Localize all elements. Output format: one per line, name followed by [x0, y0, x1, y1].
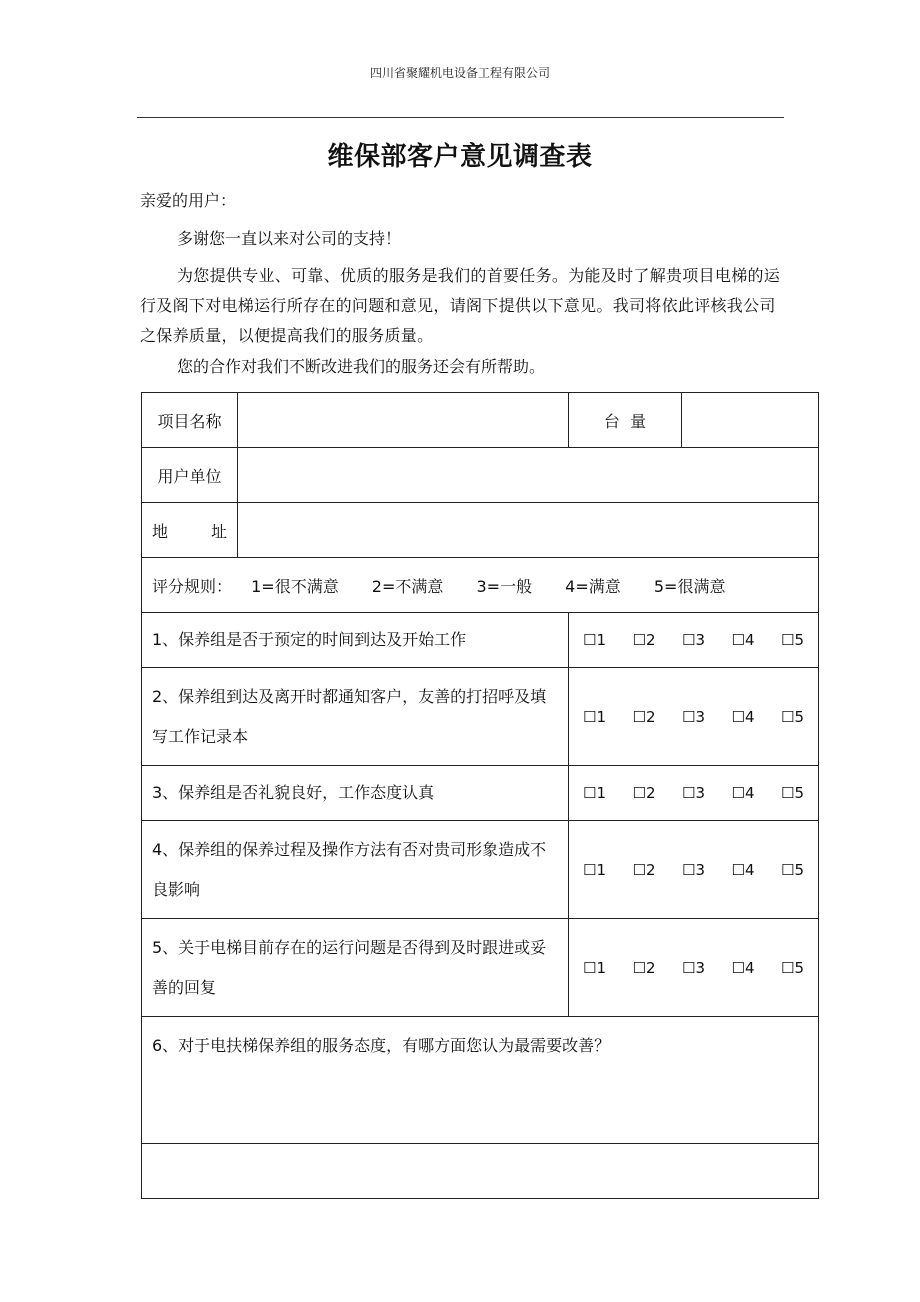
greeting: 亲爱的用户： — [140, 191, 237, 210]
address-label-char-2: 址 — [210, 521, 227, 541]
q5-option-4-checkbox[interactable]: ☐4 — [731, 958, 755, 977]
q3-option-4-checkbox[interactable]: ☐4 — [731, 784, 755, 802]
q1-option-1-checkbox[interactable]: ☐1 — [583, 631, 606, 649]
header-rule — [137, 117, 784, 118]
q4-option-5-checkbox[interactable]: ☐5 — [781, 860, 804, 879]
rating-rule-3: 3=一般 — [476, 576, 533, 596]
company-header: 四川省聚耀机电设备工程有限公司 — [369, 66, 550, 80]
q4-option-3-checkbox[interactable]: ☐3 — [682, 860, 705, 879]
question-4-text: 4、保养组的保养过程及操作方法有否对贵司形象造成不良影响 — [142, 821, 569, 919]
thanks-text: 多谢您一直以来对公司的支持！ — [177, 229, 402, 248]
question-4-options — [569, 821, 819, 919]
cooperation-text: 您的合作对我们不断改进我们的服务还会有所帮助。 — [177, 357, 546, 376]
quantity-field[interactable] — [682, 393, 819, 448]
q2-option-5-checkbox[interactable]: ☐5 — [781, 707, 804, 726]
question-6-answer-field[interactable] — [142, 1144, 819, 1199]
intro-body: 为您提供专业、可靠、优质的服务是我们的首要任务。为能及时了解贵项目电梯的运行及阁下对电梯运行所存在的问题和意见，请阁下提供以下意见。我司将依此评核我公司之保养质量，以便提高我们的服务质量。 — [140, 266, 781, 345]
rating-rules-label: 评分规则： — [152, 576, 233, 596]
rating-rule-1: 1=很不满意 — [251, 576, 339, 596]
rating-rules — [142, 558, 819, 613]
q1-option-5-checkbox[interactable]: ☐5 — [781, 631, 804, 649]
address-label — [142, 503, 238, 558]
rating-rule-2: 2=不满意 — [371, 576, 444, 596]
page-title: 维保部客户意见调查表 — [327, 142, 593, 172]
q2-option-2-checkbox[interactable]: ☐2 — [632, 707, 656, 726]
q3-option-1-checkbox[interactable]: ☐1 — [583, 784, 606, 802]
q2-option-1-checkbox[interactable]: ☐1 — [583, 707, 606, 726]
user-unit-label: 用户单位 — [142, 448, 238, 503]
user-unit-field[interactable] — [238, 448, 819, 503]
q2-option-4-checkbox[interactable]: ☐4 — [731, 707, 755, 726]
q1-option-3-checkbox[interactable]: ☐3 — [682, 631, 705, 649]
question-5-options — [569, 919, 819, 1017]
project-name-field[interactable] — [238, 393, 569, 448]
q4-option-1-checkbox[interactable]: ☐1 — [583, 860, 606, 879]
survey-form — [141, 392, 819, 1199]
question-6-text: 6、对于电扶梯保养组的服务态度，有哪方面您认为最需要改善？ — [142, 1017, 819, 1144]
question-2-text: 2、保养组到达及离开时都通知客户，友善的打招呼及填写工作记录本 — [142, 668, 569, 766]
q4-option-2-checkbox[interactable]: ☐2 — [632, 860, 656, 879]
q1-option-4-checkbox[interactable]: ☐4 — [731, 631, 755, 649]
project-name-label: 项目名称 — [142, 393, 238, 448]
question-2-options — [569, 668, 819, 766]
q5-option-3-checkbox[interactable]: ☐3 — [682, 958, 705, 977]
q5-option-2-checkbox[interactable]: ☐2 — [632, 958, 656, 977]
question-1-options — [569, 613, 819, 668]
address-field[interactable] — [238, 503, 819, 558]
quantity-label: 台 量 — [569, 393, 682, 448]
q2-option-3-checkbox[interactable]: ☐3 — [682, 707, 705, 726]
question-5-text: 5、关于电梯目前存在的运行问题是否得到及时跟进或妥善的回复 — [142, 919, 569, 1017]
q5-option-5-checkbox[interactable]: ☐5 — [781, 958, 804, 977]
question-3-text: 3、保养组是否礼貌良好，工作态度认真 — [142, 766, 569, 821]
q3-option-5-checkbox[interactable]: ☐5 — [781, 784, 804, 802]
q3-option-2-checkbox[interactable]: ☐2 — [632, 784, 656, 802]
question-3-options — [569, 766, 819, 821]
rating-rule-5: 5=很满意 — [653, 576, 726, 596]
q3-option-3-checkbox[interactable]: ☐3 — [682, 784, 705, 802]
question-1-text: 1、保养组是否于预定的时间到达及开始工作 — [142, 613, 569, 668]
q1-option-2-checkbox[interactable]: ☐2 — [632, 631, 656, 649]
rating-rule-4: 4=满意 — [565, 576, 621, 596]
address-label-char-1: 地 — [152, 521, 169, 541]
q4-option-4-checkbox[interactable]: ☐4 — [731, 860, 755, 879]
q5-option-1-checkbox[interactable]: ☐1 — [583, 958, 606, 977]
